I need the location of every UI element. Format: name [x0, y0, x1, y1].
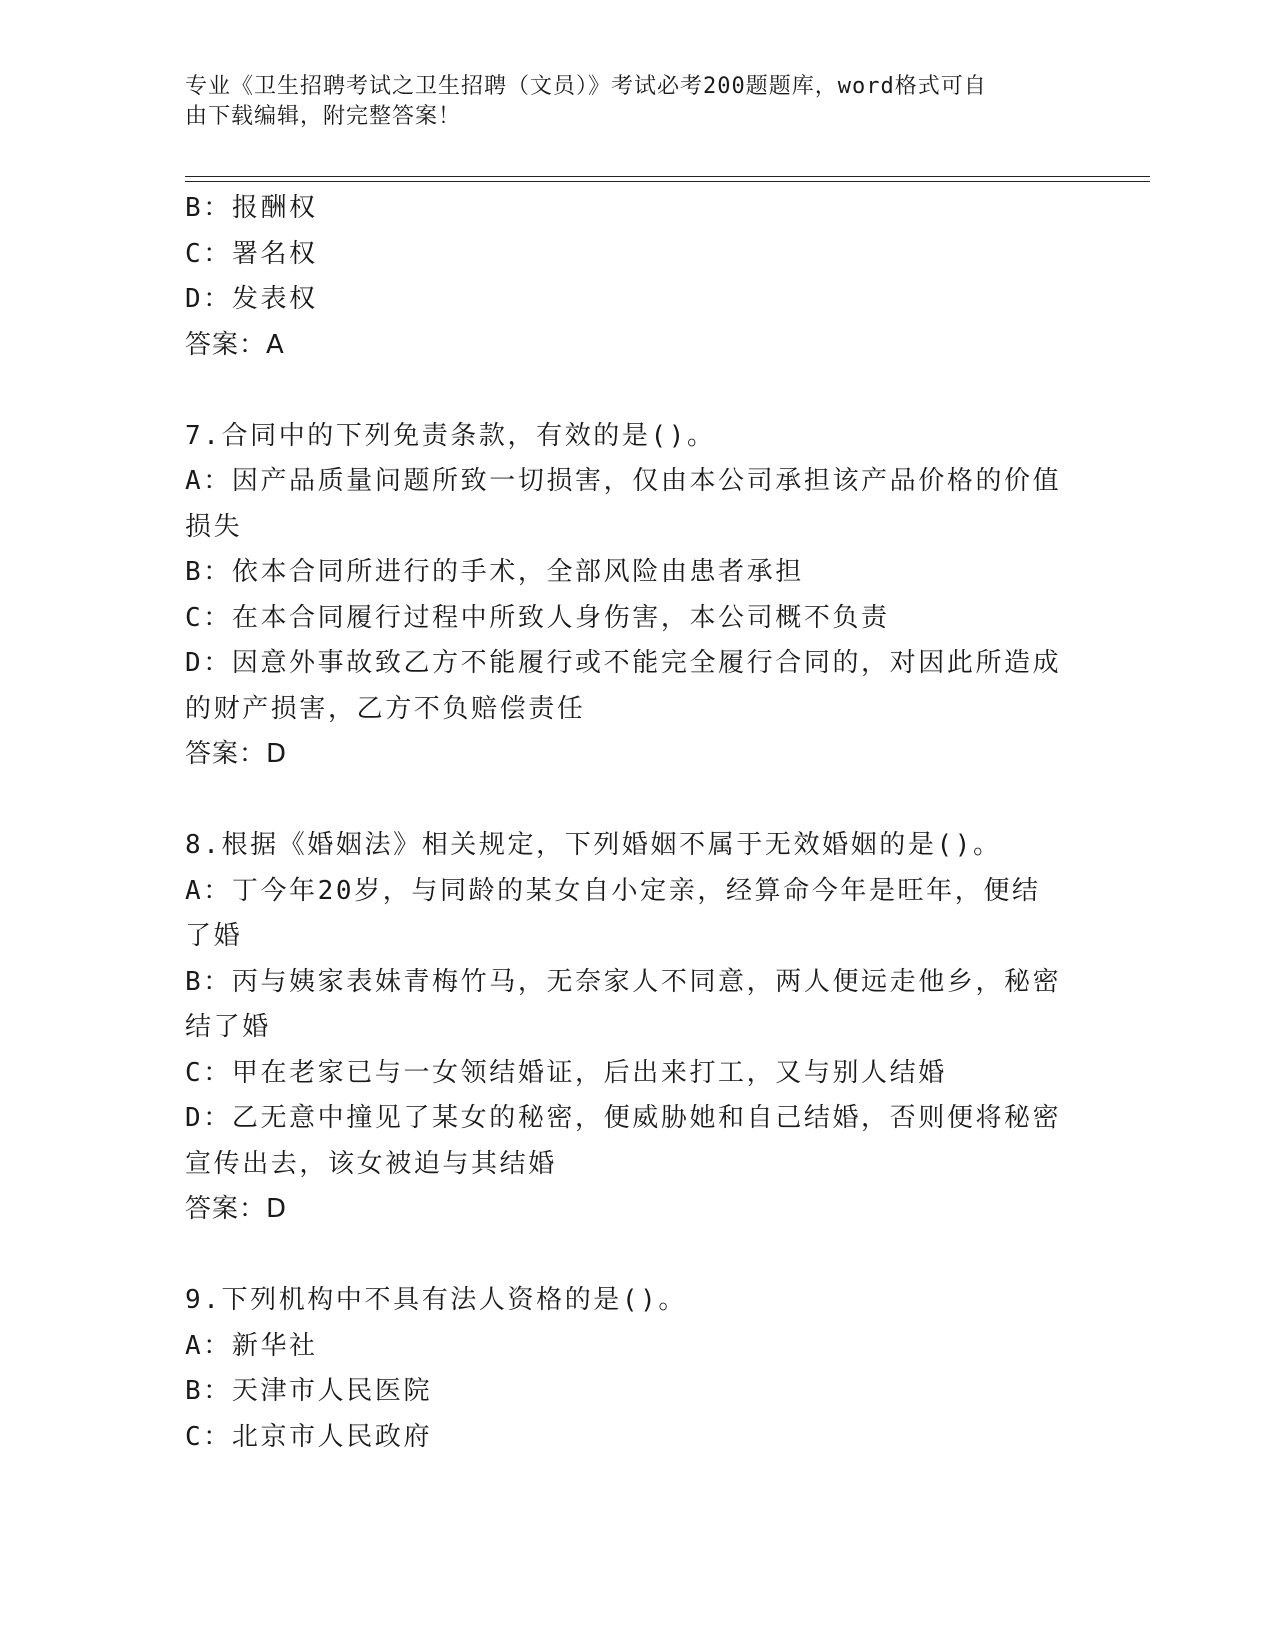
question-stem: 8.根据《婚姻法》相关规定，下列婚姻不属于无效婚姻的是()。	[185, 830, 1002, 860]
option-d: D：因意外事故致乙方不能履行或不能完全履行合同的，对因此所造成	[185, 648, 1062, 678]
question-8	[185, 823, 1065, 1233]
answer-line: 答案：A	[185, 329, 285, 360]
header-title-line-2: 由下载编辑，附完整答案！	[185, 104, 462, 129]
option-b: B：天津市人民医院	[185, 1376, 433, 1406]
option-a: A：丁今年20岁，与同龄的某女自小定亲，经算命今年是旺年，便结	[185, 875, 1041, 906]
option-d-continued: 的财产损害，乙方不负赔偿责任	[185, 693, 586, 724]
page-header	[185, 72, 1065, 132]
option-c: C：北京市人民政府	[185, 1421, 433, 1452]
option-b-continued: 结了婚	[185, 1012, 271, 1042]
spacer	[185, 778, 1065, 824]
spacer	[185, 1233, 1065, 1279]
option-a-continued: 损失	[185, 511, 243, 542]
option-b: B：丙与姨家表妹青梅竹马，无奈家人不同意，两人便远走他乡，秘密	[185, 966, 1062, 997]
header-divider-bottom	[185, 181, 1150, 182]
question-content	[185, 186, 1065, 1460]
option-d: D：乙无意中撞见了某女的秘密，便威胁她和自己结婚，否则便将秘密	[185, 1103, 1062, 1133]
answer-line: 答案：D	[185, 739, 288, 769]
option-d-continued: 宣传出去，该女被迫与其结婚	[185, 1148, 557, 1179]
question-stem: 9.下列机构中不具有法人资格的是()。	[185, 1285, 688, 1315]
option-c: C：甲在老家已与一女领结婚证，后出来打工，又与别人结婚	[185, 1057, 947, 1088]
option-d: D：发表权	[185, 284, 318, 314]
question-6-tail	[185, 186, 1065, 368]
option-b: B：报酬权	[185, 193, 318, 223]
answer-line: 答案：D	[185, 1194, 288, 1224]
option-a-continued: 了婚	[185, 921, 243, 951]
header-title-line-1: 专业《卫生招聘考试之卫生招聘（文员）》考试必考200题题库，word格式可自	[185, 74, 987, 99]
question-7	[185, 414, 1065, 778]
option-a: A：因产品质量问题所致一切损害，仅由本公司承担该产品价格的价值	[185, 466, 1062, 496]
option-c: C：在本合同履行过程中所致人身伤害，本公司概不负责	[185, 602, 890, 633]
question-9	[185, 1278, 1065, 1460]
question-stem: 7.合同中的下列免责条款，有效的是()。	[185, 420, 716, 451]
option-c: C：署名权	[185, 238, 318, 269]
header-divider-top	[185, 176, 1150, 177]
option-b: B：依本合同所进行的手术，全部风险由患者承担	[185, 557, 804, 587]
spacer	[185, 368, 1065, 414]
option-a: A：新华社	[185, 1330, 318, 1361]
